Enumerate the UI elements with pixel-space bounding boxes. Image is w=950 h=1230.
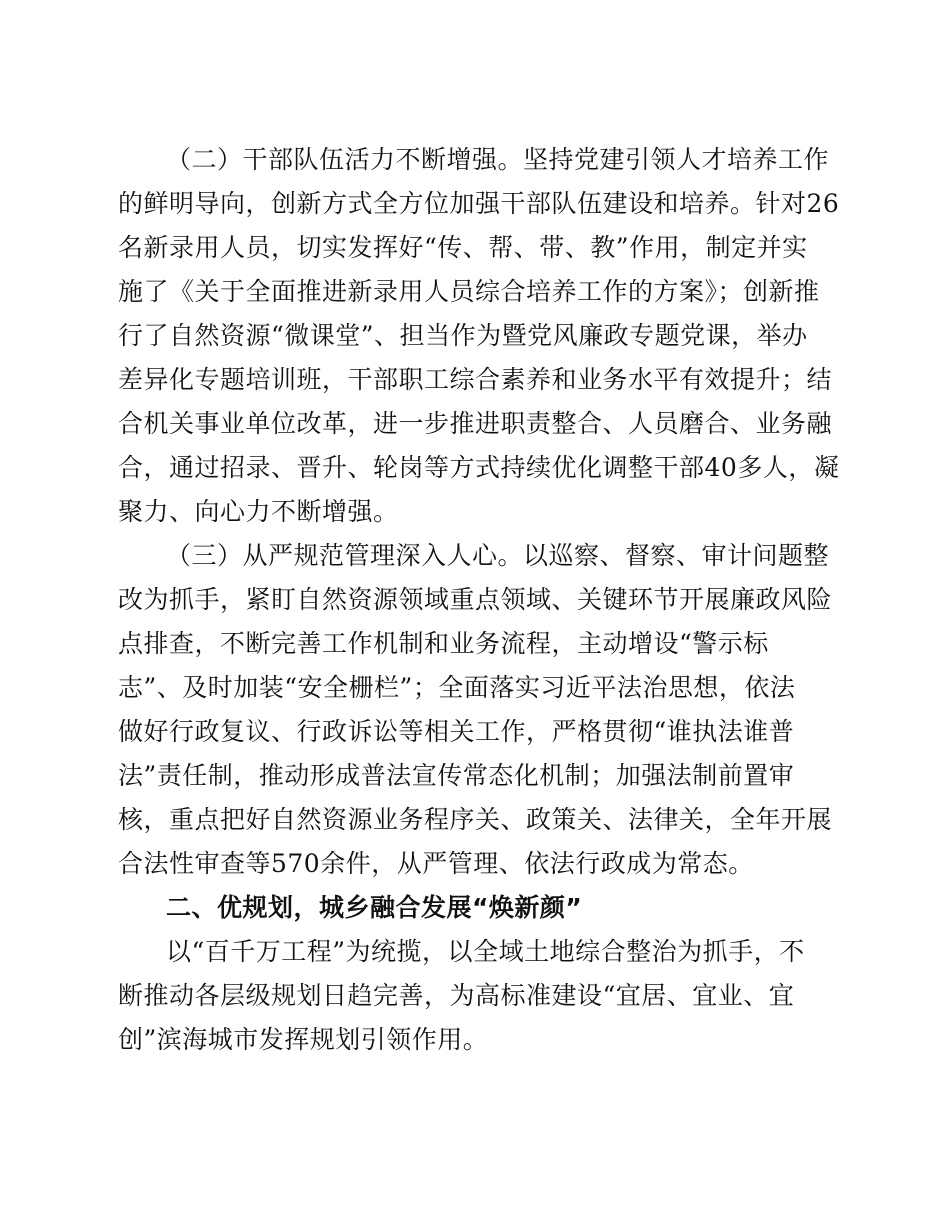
text-line: 合，通过招录、晋升、轮岗等方式持续优化调整干部40多人，凝	[118, 453, 840, 482]
text-line: 施了《关于全面推进新录用人员综合培养工作的方案》；创新推	[118, 277, 820, 306]
text-line: 的鲜明导向，创新方式全方位加强干部队伍建设和培养。针对26	[118, 189, 840, 218]
text-line: 合法性审查等570余件，从严管理、依法行政成为常态。	[118, 849, 754, 878]
section-heading: 二、优规划，城乡融合发展“焕新颜”	[166, 893, 583, 922]
text-line: 差异化专题培训班，干部职工综合素养和业务水平有效提升；结	[118, 365, 833, 394]
text-line: 志”、及时加装“安全栅栏”；全面落实习近平法治思想，依法	[118, 673, 796, 702]
text-line: 聚力、向心力不断增强。	[118, 497, 399, 526]
text-line: 名新录用人员，切实发挥好“传、帮、带、教”作用，制定并实	[118, 233, 808, 262]
text-line: 断推动各层级规划日趋完善，为高标准建设“宜居、宜业、宜	[118, 981, 795, 1010]
text-line: 创”滨海城市发挥规划引领作用。	[118, 1025, 489, 1054]
text-line: 点排查，不断完善工作机制和业务流程，主动增设“警示标	[118, 629, 769, 658]
paragraph-2-heading-line: （二）干部队伍活力不断增强。坚持党建引领人才培养工作	[166, 145, 830, 174]
text-line: 行了自然资源“微课堂”、担当作为暨党风廉政专题党课，举办	[118, 321, 808, 350]
text-line: 合机关事业单位改革，进一步推进职责整合、人员磨合、业务融	[118, 409, 833, 438]
text-line: 改为抓手，紧盯自然资源领域重点领域、关键环节开展廉政风险	[118, 585, 833, 614]
text-line: 以“百千万工程”为统揽，以全域土地综合整治为抓手，不	[166, 937, 805, 966]
text-line: 核，重点把好自然资源业务程序关、政策关、法律关，全年开展	[118, 805, 833, 834]
text-line: 做好行政复议、行政诉讼等相关工作，严格贯彻“谁执法谁普	[118, 717, 795, 746]
text-line: 法”责任制，推动形成普法宣传常态化机制；加强法制前置审	[118, 761, 795, 790]
paragraph-3-heading-line: （三）从严规范管理深入人心。以巡察、督察、审计问题整	[166, 541, 830, 570]
